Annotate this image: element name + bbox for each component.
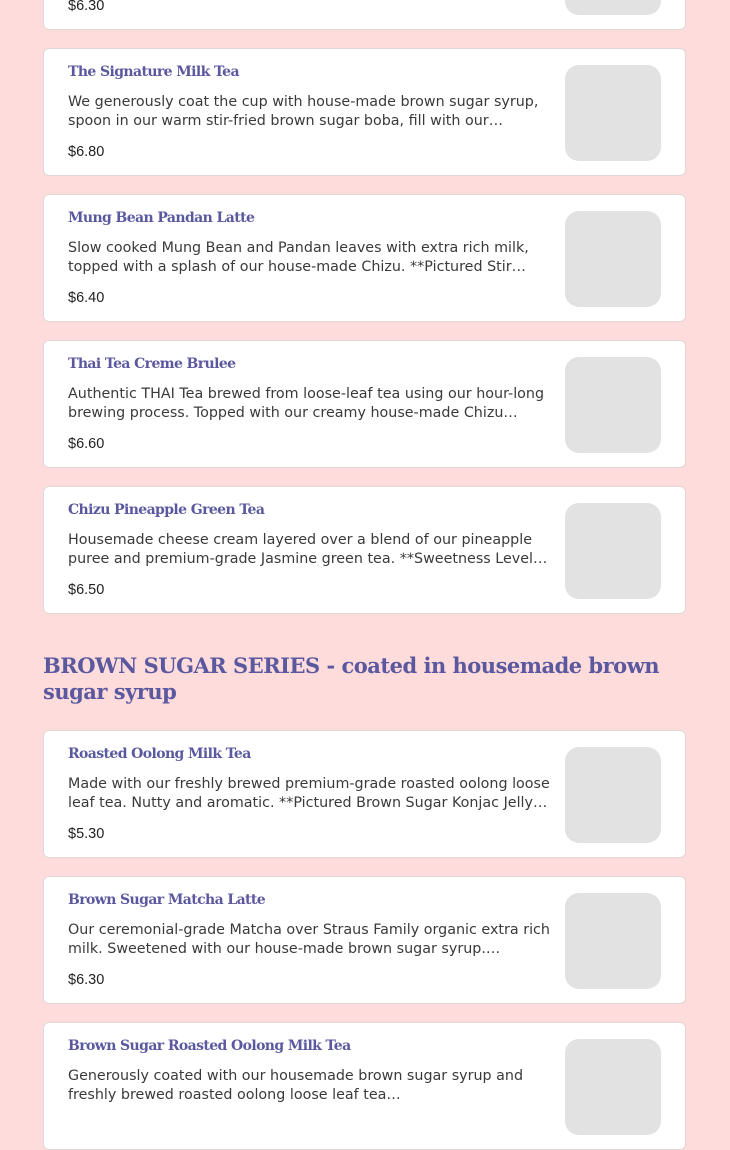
item-description: We generously coat the cup with house-made brown sugar syrup, spoon in our warm stir-fried brown sugar boba, fill with our…: [68, 94, 539, 129]
item-image-placeholder: [565, 0, 661, 15]
item-image-placeholder: [565, 65, 661, 161]
item-price: $6.60: [68, 436, 105, 452]
item-image-placeholder: [565, 357, 661, 453]
item-title: Brown Sugar Matcha Latte: [68, 892, 266, 908]
menu-item-card[interactable]: [43, 486, 686, 614]
item-description: Generously coated with our housemade brown sugar syrup and freshly brewed roasted oolong loose leaf tea…: [68, 1068, 524, 1103]
item-price: $6.40: [68, 290, 105, 306]
item-image-placeholder: [565, 1039, 661, 1135]
item-title: Mung Bean Pandan Latte: [68, 210, 255, 226]
item-title: The Signature Milk Tea: [68, 64, 239, 80]
item-image-placeholder: [565, 893, 661, 989]
item-price: $6.50: [68, 582, 105, 598]
item-price: $6.80: [68, 144, 105, 160]
item-title: Chizu Pineapple Green Tea: [68, 502, 265, 518]
item-description: Made with our freshly brewed premium-grade roasted oolong loose leaf tea. Nutty and aromatic. **Pictured Brown Sugar Konjac Jelly…: [68, 776, 550, 811]
menu-item-card[interactable]: [43, 340, 686, 468]
item-price: $5.30: [68, 826, 105, 842]
item-description: Slow cooked Mung Bean and Pandan leaves with extra rich milk, topped with a splash of our house-made Chizu. **Pictured Stir…: [68, 240, 529, 275]
item-title: Brown Sugar Roasted Oolong Milk Tea: [68, 1038, 351, 1054]
item-image-placeholder: [565, 747, 661, 843]
item-description: Authentic THAI Tea brewed from loose-leaf tea using our hour-long brewing process. Topped with our creamy house-made Chizu…: [68, 386, 545, 421]
menu-item-card[interactable]: [43, 48, 686, 176]
item-image-placeholder: [565, 211, 661, 307]
item-title: Thai Tea Creme Brulee: [68, 356, 236, 372]
item-price: $6.30: [68, 972, 105, 988]
item-title: Roasted Oolong Milk Tea: [68, 746, 251, 762]
menu-item-card[interactable]: [43, 876, 686, 1004]
item-description: Housemade cheese cream layered over a blend of our pineapple puree and premium-grade Jasmine green tea. **Sweetness Level…: [68, 532, 548, 567]
menu-item-card[interactable]: [43, 0, 686, 30]
item-price: $6.30: [68, 0, 105, 14]
section-heading: BROWN SUGAR SERIES - coated in housemade brown sugar syrup: [43, 653, 660, 704]
menu-item-card[interactable]: [43, 1022, 686, 1150]
menu-item-card[interactable]: [43, 194, 686, 322]
menu-item-card[interactable]: [43, 730, 686, 858]
item-description: Our ceremonial-grade Matcha over Straus Family organic extra rich milk. Sweetened with our house-made brown sugar syrup.…: [68, 922, 550, 957]
item-image-placeholder: [565, 503, 661, 599]
